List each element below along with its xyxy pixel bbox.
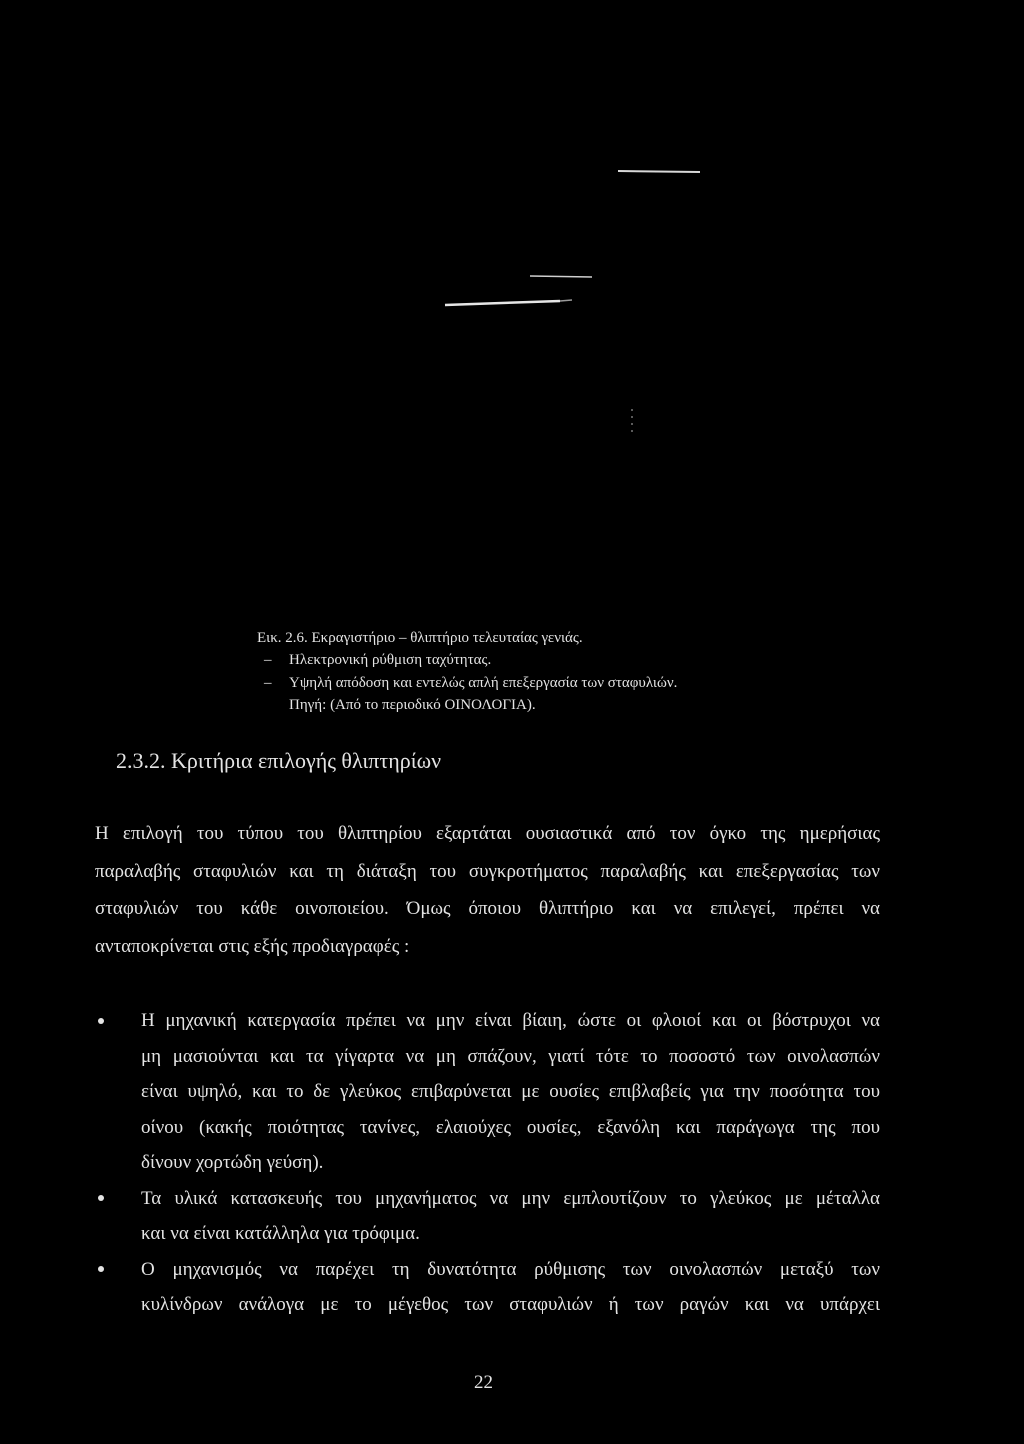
list-item-line: κυλίνδρων ανάλογα με το μέγεθος των σταφυλιών ή των ραγών και να υπάρχει xyxy=(141,1294,880,1315)
list-item xyxy=(141,1252,880,1323)
list-item-line: Ο μηχανισμός να παρέχει τη δυνατότητα ρύθμισης των οινολασπών μεταξύ των xyxy=(141,1258,880,1280)
list-item-line: δίνουν χορτώδη γεύση). xyxy=(141,1152,324,1173)
list-item-line: Η μηχανική κατεργασία πρέπει να μην είναι βίαιη, ώστε οι φλοιοί και οι βόστρυχοι να xyxy=(141,1010,880,1031)
page-number: 22 xyxy=(474,1372,493,1393)
list-item xyxy=(141,1003,880,1181)
specification-list xyxy=(141,1003,880,1323)
section-heading: 2.3.2. Κριτήρια επιλογής θλιπτηρίων xyxy=(116,748,442,773)
caption-item-marker: – xyxy=(264,652,272,669)
photo-streak xyxy=(530,276,592,277)
photo-streak xyxy=(618,171,700,172)
caption-item-text: Ηλεκτρονική ρύθμιση ταχύτητας. xyxy=(289,652,492,669)
caption-item xyxy=(257,649,677,671)
caption-item-text: Υψηλή απόδοση και εντελώς απλή επεξεργασία των σταφυλιών. xyxy=(289,674,678,691)
figure-photo xyxy=(0,0,1024,600)
paragraph-line: σταφυλιών του κάθε οινοποιείου. Όμως όποιου θλιπτήριο και να επιλεγεί, πρέπει να xyxy=(95,898,880,920)
list-item-line: μη μασιούνται και τα γίγαρτα να μη σπάζουν, γιατί τότε το ποσοστό των οινολασπών xyxy=(141,1045,880,1067)
photo-speck xyxy=(631,416,633,418)
paragraph-line: παραλαβής σταφυλιών και τη διάταξη του συγκροτήματος παραλαβής και επεξεργασίας των xyxy=(95,860,880,882)
photo-speck xyxy=(631,423,633,425)
list-item-line: και να είναι κατάλληλα για τρόφιμα. xyxy=(141,1223,420,1244)
photo-streak xyxy=(445,301,560,305)
list-item-line: είναι υψηλό, και το δε γλεύκος επιβαρύνεται με ουσίες επιβλαβείς για την ποσότητα του xyxy=(141,1081,880,1102)
bullet-icon xyxy=(98,1195,104,1201)
paragraph-line: Η επιλογή του τύπου του θλιπτηρίου εξαρτάται ουσιαστικά από τον όγκο της ημερήσιας xyxy=(95,823,880,844)
caption-title: Εικ. 2.6. Εκραγιστήριο – θλιπτήριο τελευταίας γενιάς. xyxy=(257,630,583,646)
list-item-line: οίνου (κακής ποιότητας τανίνες, ελαιούχες ουσίες, εξανόλη και παράγωγα της που xyxy=(141,1116,880,1138)
bullet-icon xyxy=(98,1018,104,1024)
body-paragraph xyxy=(95,815,880,966)
list-item-line: Τα υλικά κατασκευής του μηχανήματος να μην εμπλουτίζουν το γλεύκος με μέταλλα xyxy=(141,1187,880,1209)
list-item xyxy=(141,1181,880,1252)
photo-speck xyxy=(631,430,633,432)
photo-streak xyxy=(560,300,572,301)
caption-source: Πηγή: (Από το περιοδικό ΟΙΝΟΛΟΓΙΑ). xyxy=(289,696,536,713)
paragraph-line: ανταποκρίνεται στις εξής προδιαγραφές : xyxy=(95,936,410,958)
bullet-icon xyxy=(98,1266,104,1272)
figure-caption xyxy=(257,627,677,716)
photo-speck xyxy=(631,409,633,411)
caption-item-marker: – xyxy=(264,674,272,691)
caption-item xyxy=(257,672,677,694)
